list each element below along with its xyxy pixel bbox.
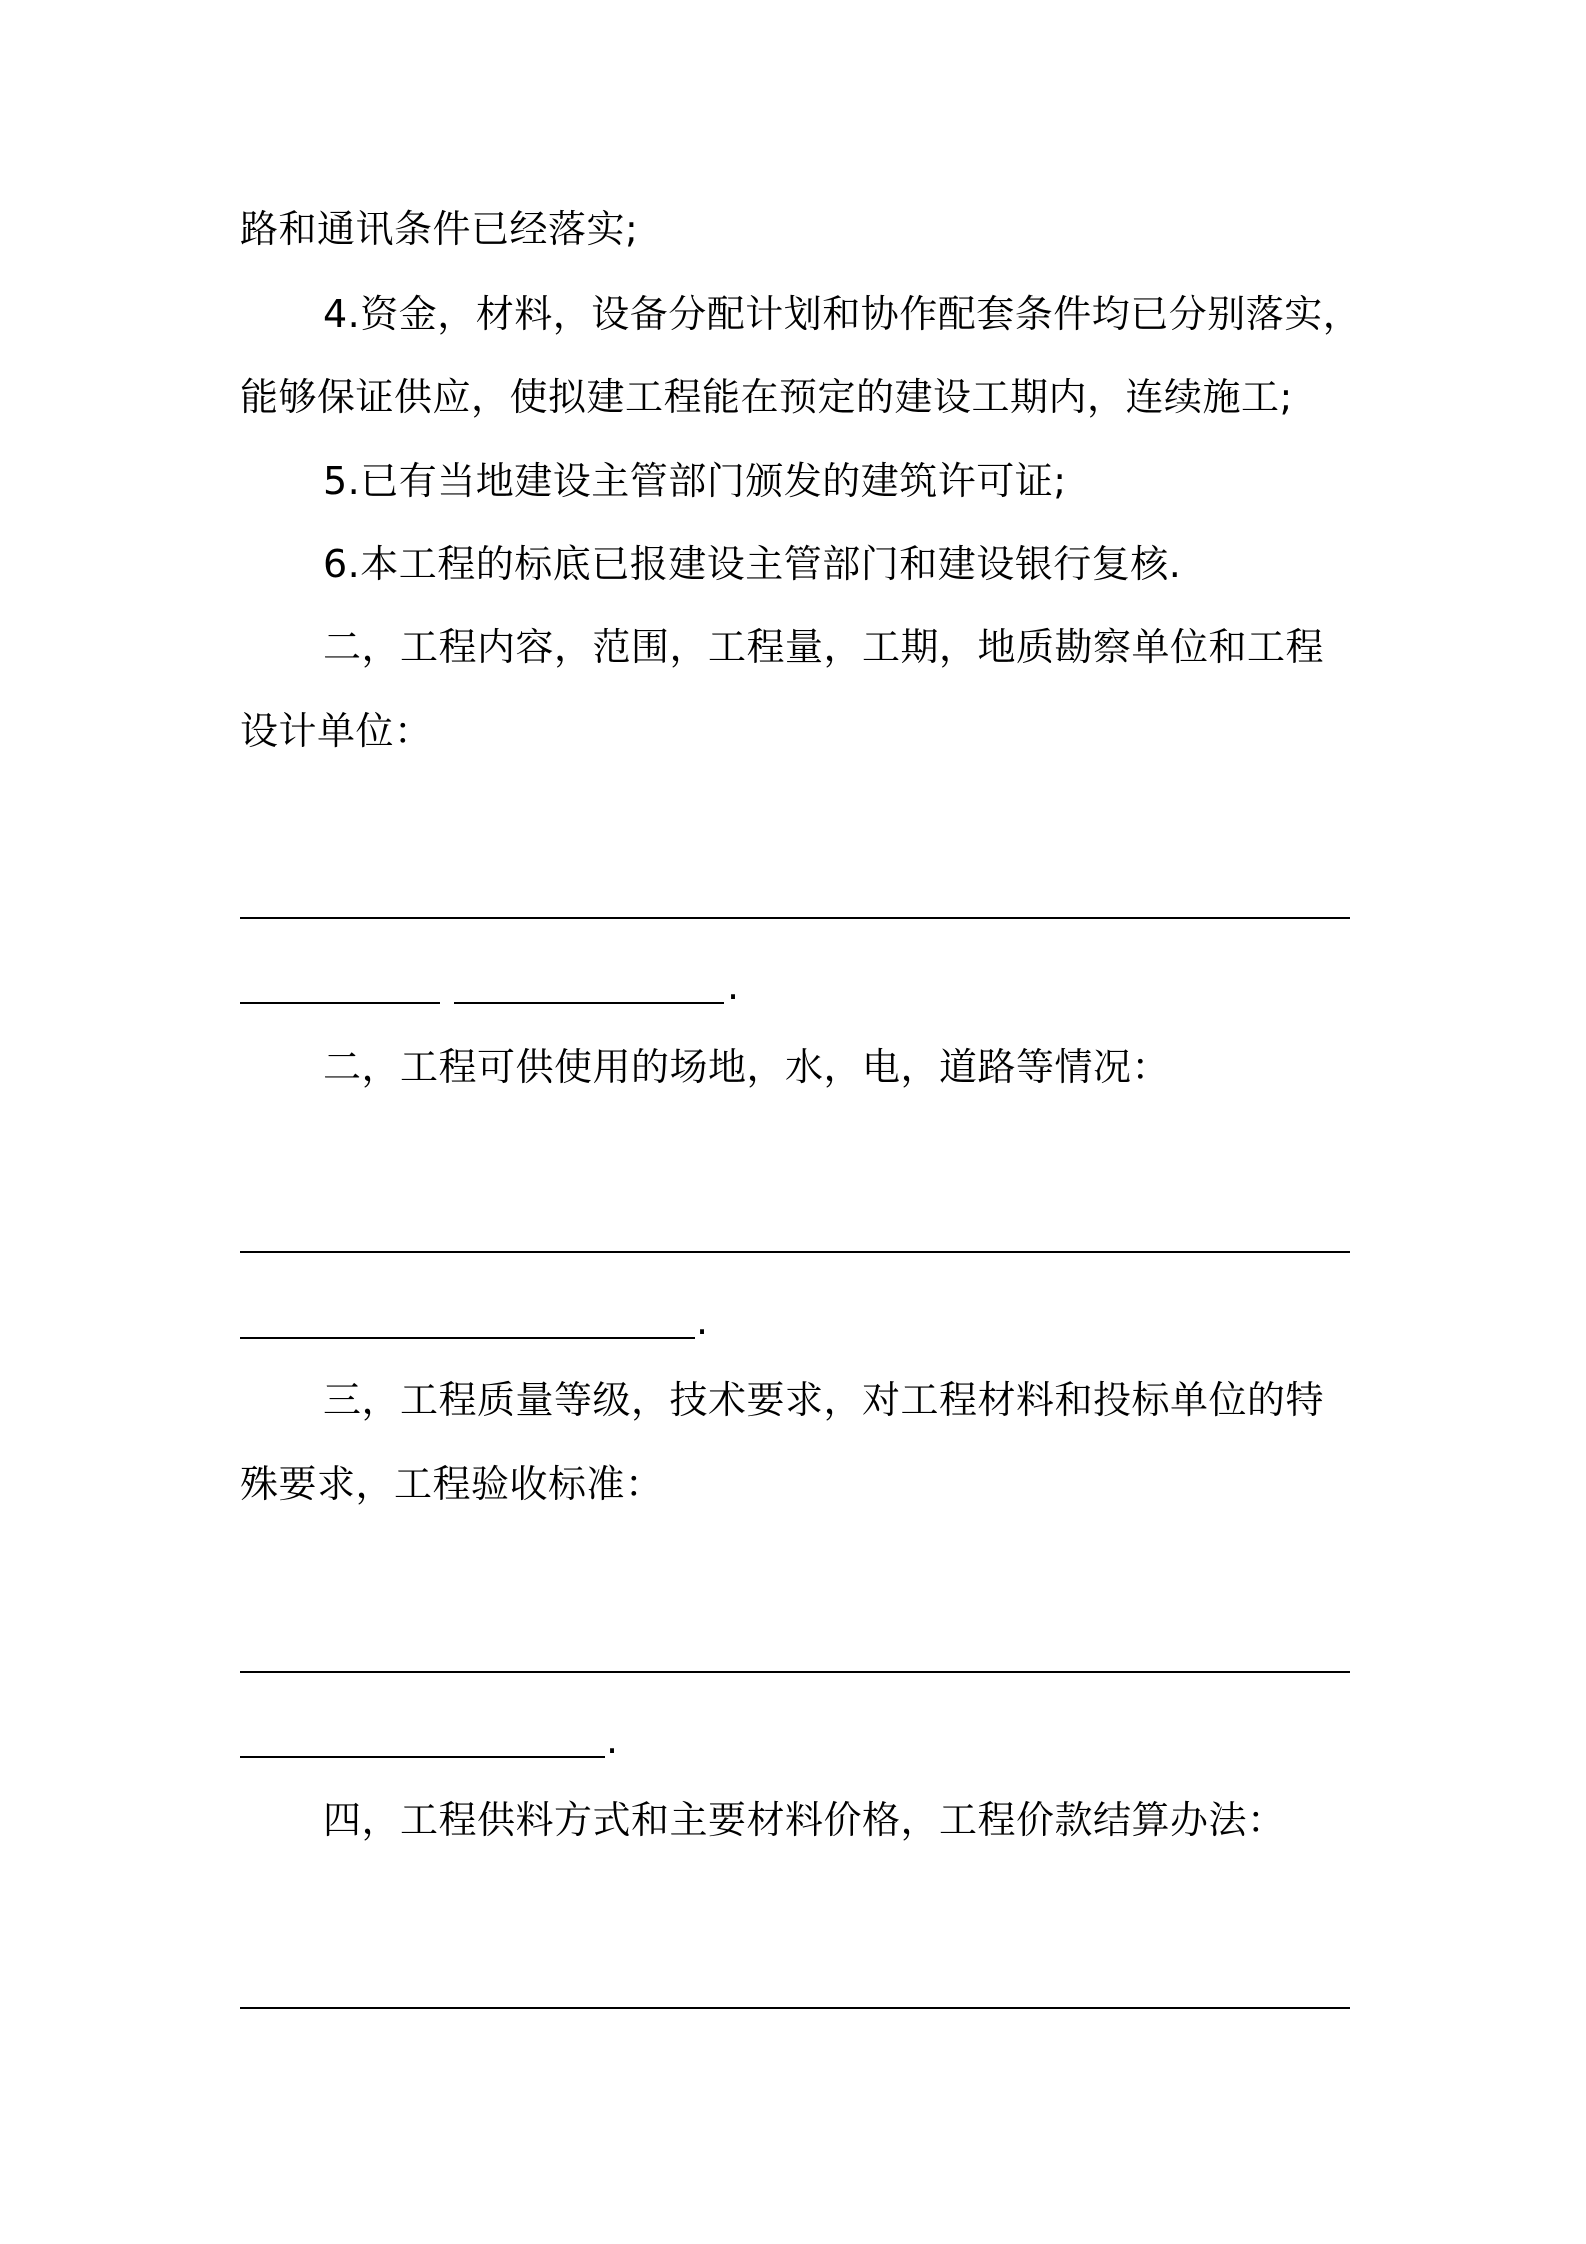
fill-in-blank[interactable] bbox=[240, 1756, 605, 1758]
section-2-heading-line-1: 二，工程内容，范围，工程量，工期，地质勘察单位和工程 bbox=[323, 625, 1325, 669]
blank-end-period: . bbox=[696, 1299, 709, 1343]
clause-6: 6.本工程的标底已报建设主管部门和建设银行复核. bbox=[323, 542, 1182, 586]
fill-in-blank[interactable] bbox=[240, 917, 1350, 919]
section-4-heading: 四，工程供料方式和主要材料价格，工程价款结算办法： bbox=[323, 1798, 1286, 1842]
fill-in-blank[interactable] bbox=[240, 1002, 440, 1004]
fill-in-blank[interactable] bbox=[240, 1671, 1350, 1673]
section-3-heading-line-2: 殊要求，工程验收标准： bbox=[240, 1462, 664, 1506]
paragraph-line: 路和通讯条件已经落实; bbox=[240, 207, 639, 251]
fill-in-blank[interactable] bbox=[240, 1251, 1350, 1253]
fill-in-blank[interactable] bbox=[240, 2007, 1350, 2009]
fill-in-blank[interactable] bbox=[454, 1002, 724, 1004]
section-site-conditions-heading: 二，工程可供使用的场地，水，电，道路等情况： bbox=[323, 1045, 1171, 1089]
blank-end-period: . bbox=[606, 1718, 619, 1762]
fill-in-blank[interactable] bbox=[240, 1337, 695, 1339]
clause-4-line-1: 4.资金，材料，设备分配计划和协作配套条件均已分别落实， bbox=[323, 292, 1362, 336]
section-2-heading-line-2: 设计单位： bbox=[240, 709, 433, 753]
clause-5: 5.已有当地建设主管部门颁发的建筑许可证; bbox=[323, 459, 1067, 503]
blank-end-period: . bbox=[727, 964, 740, 1008]
section-3-heading-line-1: 三，工程质量等级，技术要求，对工程材料和投标单位的特 bbox=[323, 1378, 1325, 1422]
clause-4-line-2: 能够保证供应，使拟建工程能在预定的建设工期内，连续施工; bbox=[240, 375, 1293, 419]
